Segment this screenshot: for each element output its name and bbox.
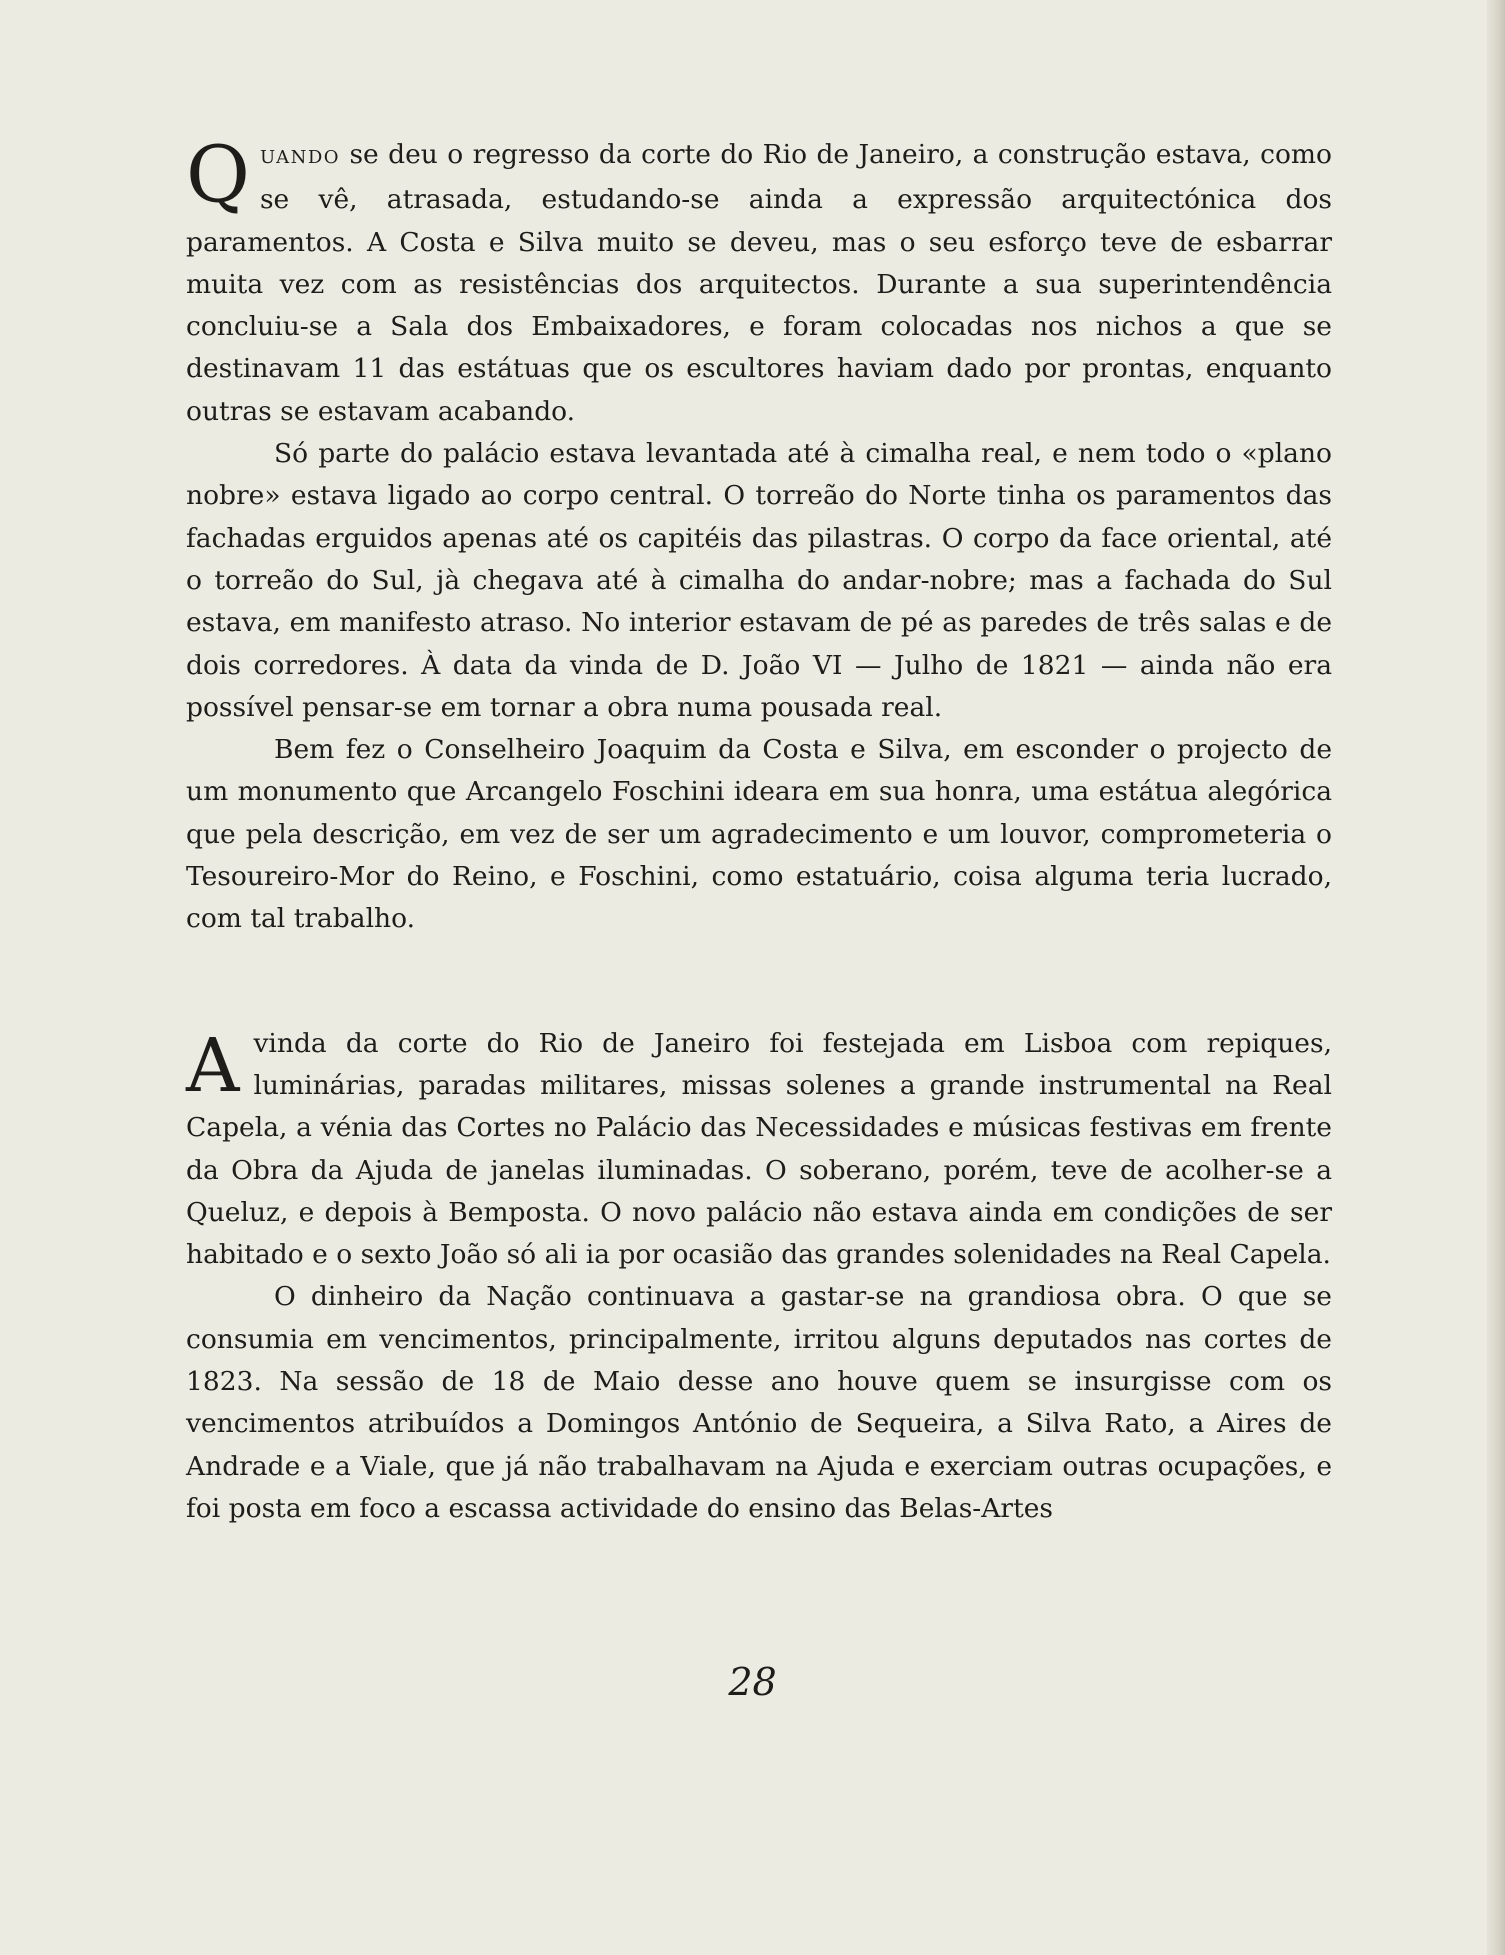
paragraph-5: O dinheiro da Nação continuava a gastar-se na grandiosa obra. O que se consumia em vencimentos, principalmente, irritou alguns deputados nas cortes de 1823. Na sessão de 18 de Maio desse ano houve quem se insurgisse com os vencimentos atribuídos a Domingos António de Sequeira, a Silva Rato, a Aires de Andrade e a Viale, que já não trabalhavam na Ajuda e exerciam outras ocupações, e foi posta em foco a escassa actividade do ensino das Belas-Artes bbox=[186, 1281, 1332, 1524]
paragraph-4 bbox=[186, 1023, 1332, 1277]
page-number: 28 bbox=[728, 1660, 777, 1704]
paragraph-3: Bem fez o Conselheiro Joaquim da Costa e Silva, em esconder o projecto de um monumento que Arcangelo Foschini ideara em sua honra, uma estátua alegórica que pela descrição, em vez de ser um agradecimento e um louvor, comprometeria o Tesoureiro-Mor do Reino, e Foschini, como estatuário, coisa alguma teria lucrado, com tal trabalho. bbox=[186, 734, 1332, 935]
lead-smallcaps: UANDO bbox=[259, 147, 341, 168]
section-break bbox=[186, 941, 1332, 1023]
drop-cap-q: Q bbox=[186, 130, 250, 220]
paragraph-1-text: se deu o regresso da corte do Rio de Janeiro, a construção estava, como se vê, atrasada, estudando-se ainda a expressão arquitectónica dos paramentos. A Costa e Silva muito se deveu, mas o seu esforço teve de esbarrar muita vez com as resistências dos arquitectos. Durante a sua superintendência concluiu-se a Sala dos Embaixadores, e foram colocadas nos nichos a que se destinavam 11 das estátuas que os escultores haviam dado por prontas, enquanto outras se estavam acabando. bbox=[186, 139, 1332, 427]
paragraph-1 bbox=[186, 130, 1332, 433]
paragraph-4-text: vinda da corte do Rio de Janeiro foi festejada em Lisboa com repiques, luminárias, paradas militares, missas solenes a grande instrumental na Real Capela, a vénia das Cortes no Palácio das Necessidades e músicas festivas em frente da Obra da Ajuda de janelas iluminadas. O soberano, porém, teve de acolher-se a Queluz, e depois à Bemposta. O novo palácio não estava ainda em condições de ser habitado e o sexto João só ali ia por ocasião das grandes solenidades na Real Capela. bbox=[186, 1027, 1332, 1271]
body-text bbox=[186, 130, 1332, 1530]
drop-cap-a: A bbox=[186, 1022, 240, 1109]
paragraph-2: Só parte do palácio estava levantada até à cimalha real, e nem todo o «plano nobre» estava ligado ao corpo central. O torreão do Norte tinha os paramentos das fachadas erguidos apenas até os capitéis das pilastras. O corpo da face oriental, até o torreão do Sul, jà chegava até à cimalha do andar-nobre; mas a fachada do Sul estava, em manifesto atraso. No interior estavam de pé as paredes de três salas e de dois corredores. À data da vinda de D. João VI — Julho de 1821 — ainda não era possível pensar-se em tornar a obra numa pousada real. bbox=[186, 438, 1332, 723]
